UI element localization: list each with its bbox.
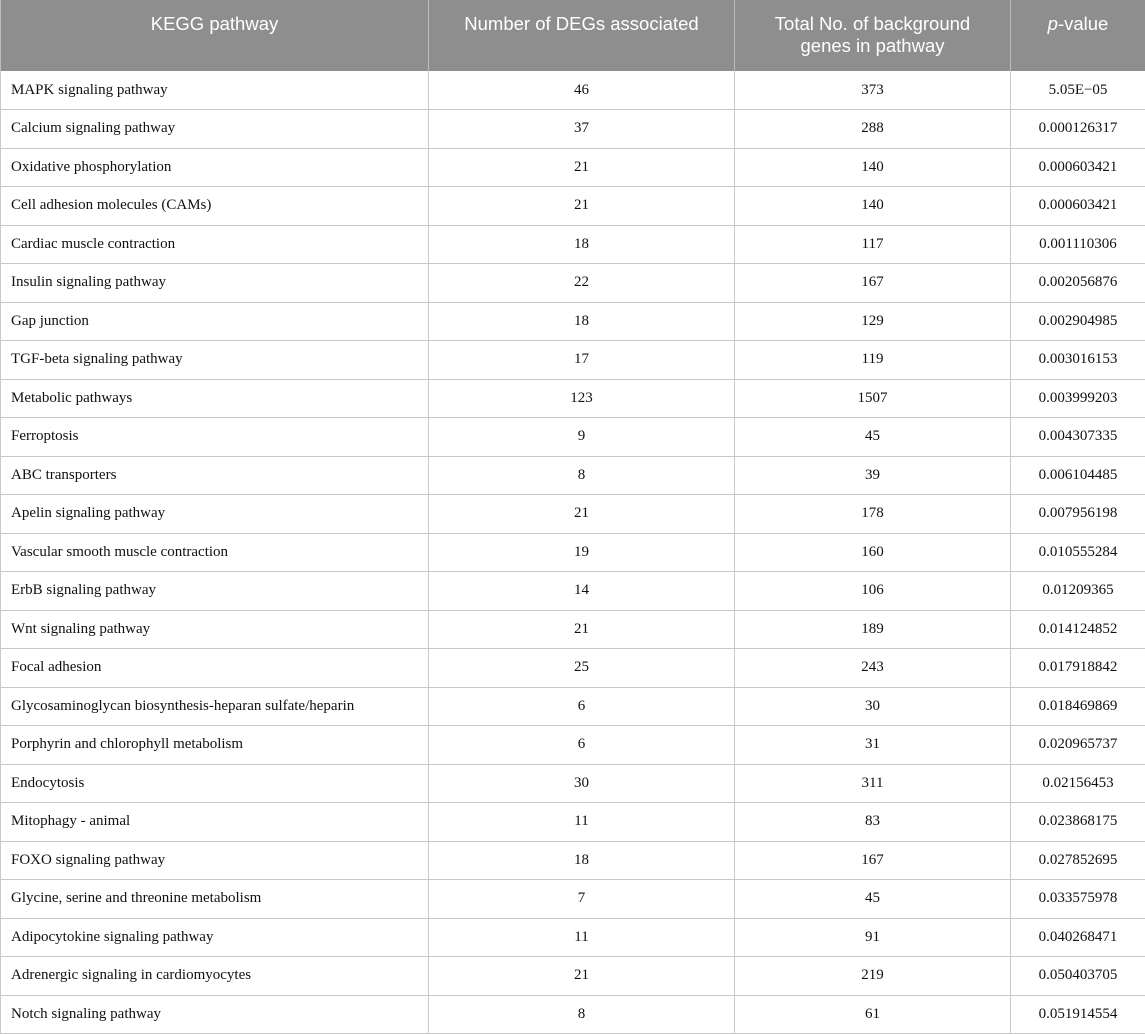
table-row [1, 225, 1145, 264]
table-row [1, 918, 1145, 957]
p-value-cell: 5.05E−05 [1011, 71, 1145, 110]
background-cell: 311 [735, 764, 1011, 803]
degs-cell: 37 [429, 110, 735, 149]
degs-cell: 18 [429, 302, 735, 341]
background-cell: 140 [735, 187, 1011, 226]
p-value-cell: 0.003016153 [1011, 341, 1145, 380]
table-row [1, 610, 1145, 649]
p-value-cell: 0.027852695 [1011, 841, 1145, 880]
table-row [1, 379, 1145, 418]
p-value-cell: 0.033575978 [1011, 880, 1145, 919]
degs-cell: 8 [429, 456, 735, 495]
table-row [1, 572, 1145, 611]
table-row [1, 418, 1145, 457]
p-value-cell: 0.002056876 [1011, 264, 1145, 303]
degs-cell: 9 [429, 418, 735, 457]
p-value-cell: 0.040268471 [1011, 918, 1145, 957]
pathway-cell: TGF-beta signaling pathway [1, 341, 429, 380]
pathway-cell: Calcium signaling pathway [1, 110, 429, 149]
p-value-cell: 0.018469869 [1011, 687, 1145, 726]
p-value-cell: 0.02156453 [1011, 764, 1145, 803]
degs-cell: 21 [429, 957, 735, 996]
table-row [1, 302, 1145, 341]
p-value-cell: 0.002904985 [1011, 302, 1145, 341]
table-row [1, 71, 1145, 110]
pathway-cell: Mitophagy - animal [1, 803, 429, 842]
pathway-cell: Apelin signaling pathway [1, 495, 429, 534]
degs-cell: 7 [429, 880, 735, 919]
p-value-cell: 0.014124852 [1011, 610, 1145, 649]
header-p-value [1011, 0, 1145, 71]
p-value-cell: 0.007956198 [1011, 495, 1145, 534]
degs-cell: 21 [429, 610, 735, 649]
p-value-cell: 0.001110306 [1011, 225, 1145, 264]
table-row [1, 110, 1145, 149]
degs-cell: 8 [429, 995, 735, 1034]
header-row [1, 0, 1145, 71]
background-cell: 373 [735, 71, 1011, 110]
header-p-value-italic: p [1047, 13, 1058, 34]
pathway-cell: Gap junction [1, 302, 429, 341]
table-row [1, 148, 1145, 187]
p-value-cell: 0.01209365 [1011, 572, 1145, 611]
table-row [1, 764, 1145, 803]
background-cell: 140 [735, 148, 1011, 187]
degs-cell: 17 [429, 341, 735, 380]
degs-cell: 11 [429, 918, 735, 957]
background-cell: 178 [735, 495, 1011, 534]
pathway-cell: Wnt signaling pathway [1, 610, 429, 649]
pathway-cell: Cell adhesion molecules (CAMs) [1, 187, 429, 226]
p-value-cell: 0.006104485 [1011, 456, 1145, 495]
header-number-of-degs: Number of DEGs associated [429, 0, 735, 71]
p-value-cell: 0.050403705 [1011, 957, 1145, 996]
background-cell: 45 [735, 880, 1011, 919]
degs-cell: 11 [429, 803, 735, 842]
pathway-cell: MAPK signaling pathway [1, 71, 429, 110]
pathway-cell: Metabolic pathways [1, 379, 429, 418]
pathway-cell: ABC transporters [1, 456, 429, 495]
table-row [1, 533, 1145, 572]
degs-cell: 6 [429, 726, 735, 765]
pathway-cell: Insulin signaling pathway [1, 264, 429, 303]
table-row [1, 687, 1145, 726]
table-row [1, 803, 1145, 842]
p-value-cell: 0.000603421 [1011, 148, 1145, 187]
header-background-line1: Total No. of background [774, 13, 971, 34]
header-p-value-rest: -value [1057, 13, 1109, 34]
degs-cell: 21 [429, 187, 735, 226]
background-cell: 45 [735, 418, 1011, 457]
table-row [1, 187, 1145, 226]
table-row [1, 880, 1145, 919]
table-header [1, 0, 1145, 71]
degs-cell: 30 [429, 764, 735, 803]
background-cell: 129 [735, 302, 1011, 341]
p-value-cell: 0.000126317 [1011, 110, 1145, 149]
background-cell: 243 [735, 649, 1011, 688]
background-cell: 31 [735, 726, 1011, 765]
degs-cell: 22 [429, 264, 735, 303]
degs-cell: 6 [429, 687, 735, 726]
header-background-genes [735, 0, 1011, 71]
table-row [1, 726, 1145, 765]
p-value-cell: 0.017918842 [1011, 649, 1145, 688]
table-row [1, 341, 1145, 380]
p-value-cell: 0.023868175 [1011, 803, 1145, 842]
pathway-cell: Glycine, serine and threonine metabolism [1, 880, 429, 919]
pathway-cell: Vascular smooth muscle contraction [1, 533, 429, 572]
background-cell: 288 [735, 110, 1011, 149]
p-value-cell: 0.051914554 [1011, 995, 1145, 1034]
p-value-cell: 0.003999203 [1011, 379, 1145, 418]
pathway-cell: Focal adhesion [1, 649, 429, 688]
degs-cell: 14 [429, 572, 735, 611]
pathway-cell: Ferroptosis [1, 418, 429, 457]
pathway-cell: Cardiac muscle contraction [1, 225, 429, 264]
table-row [1, 841, 1145, 880]
background-cell: 106 [735, 572, 1011, 611]
background-cell: 160 [735, 533, 1011, 572]
p-value-cell: 0.020965737 [1011, 726, 1145, 765]
degs-cell: 21 [429, 495, 735, 534]
pathway-cell: Porphyrin and chlorophyll metabolism [1, 726, 429, 765]
degs-cell: 46 [429, 71, 735, 110]
pathway-cell: ErbB signaling pathway [1, 572, 429, 611]
pathway-cell: Endocytosis [1, 764, 429, 803]
table-body [1, 71, 1145, 1034]
pathway-cell: FOXO signaling pathway [1, 841, 429, 880]
table-row [1, 649, 1145, 688]
table-row [1, 957, 1145, 996]
background-cell: 167 [735, 841, 1011, 880]
background-cell: 61 [735, 995, 1011, 1034]
table-row [1, 995, 1145, 1034]
degs-cell: 18 [429, 225, 735, 264]
pathway-cell: Adipocytokine signaling pathway [1, 918, 429, 957]
header-background-line2: genes in pathway [800, 35, 945, 56]
degs-cell: 18 [429, 841, 735, 880]
pathway-cell: Glycosaminoglycan biosynthesis-heparan sulfate/heparin [1, 687, 429, 726]
degs-cell: 123 [429, 379, 735, 418]
degs-cell: 21 [429, 148, 735, 187]
background-cell: 189 [735, 610, 1011, 649]
pathway-cell: Oxidative phosphorylation [1, 148, 429, 187]
background-cell: 167 [735, 264, 1011, 303]
pathway-cell: Adrenergic signaling in cardiomyocytes [1, 957, 429, 996]
background-cell: 219 [735, 957, 1011, 996]
background-cell: 119 [735, 341, 1011, 380]
p-value-cell: 0.000603421 [1011, 187, 1145, 226]
background-cell: 83 [735, 803, 1011, 842]
pathway-cell: Notch signaling pathway [1, 995, 429, 1034]
degs-cell: 25 [429, 649, 735, 688]
table-row [1, 264, 1145, 303]
p-value-cell: 0.010555284 [1011, 533, 1145, 572]
background-cell: 30 [735, 687, 1011, 726]
table-row [1, 456, 1145, 495]
background-cell: 1507 [735, 379, 1011, 418]
p-value-cell: 0.004307335 [1011, 418, 1145, 457]
table-row [1, 495, 1145, 534]
background-cell: 91 [735, 918, 1011, 957]
background-cell: 117 [735, 225, 1011, 264]
degs-cell: 19 [429, 533, 735, 572]
header-kegg-pathway: KEGG pathway [1, 0, 429, 71]
background-cell: 39 [735, 456, 1011, 495]
